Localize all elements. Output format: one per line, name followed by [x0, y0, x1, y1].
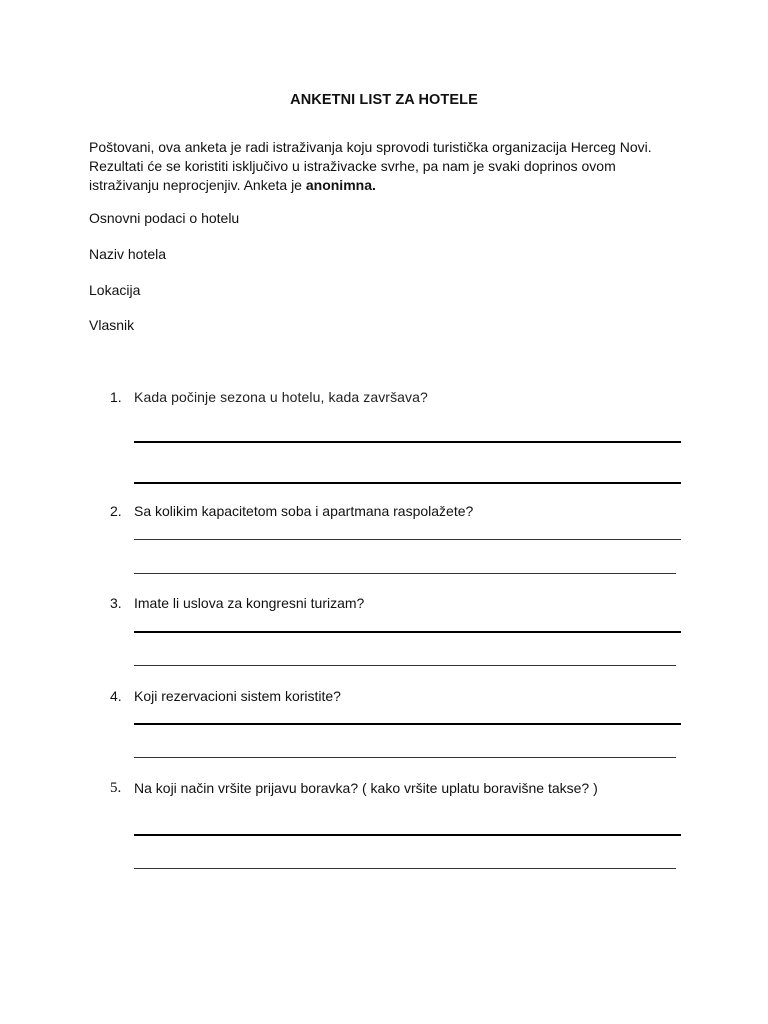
question-2: [110, 503, 473, 519]
question-number: 2.: [110, 503, 122, 519]
question-number: 4.: [110, 688, 122, 704]
answer-line[interactable]: [134, 723, 681, 725]
answer-line[interactable]: [134, 573, 676, 574]
question-text: Koji rezervacioni sistem koristite?: [134, 688, 341, 704]
answer-line[interactable]: [134, 631, 681, 633]
answer-line[interactable]: [134, 539, 681, 540]
question-text: Na koji način vršite prijavu boravka? ( kako vršite uplatu boravišne takse? ): [134, 780, 598, 796]
intro-bold-word: anonimna: [305, 177, 372, 193]
question-4: [110, 688, 341, 704]
question-number: 3.: [110, 595, 122, 611]
owner-label: Vlasnik: [89, 317, 135, 333]
question-5: [110, 780, 598, 797]
answer-line[interactable]: [134, 757, 676, 758]
intro-text: Poštovani, ova anketa je radi istraživanja koju sprovodi turistička organizacija Herceg Novi. Rezultati će se koristiti isključivo u istraživacke svrhe, pa nam je svaki doprinos ovom istraživanju neprocjenjiv. Anketa je: [89, 139, 652, 193]
question-number: 1.: [110, 389, 122, 405]
answer-line[interactable]: [134, 665, 676, 666]
question-text: Sa kolikim kapacitetom soba i apartmana raspolažete?: [134, 503, 474, 519]
page-title: ANKETNI LIST ZA HOTELE: [290, 92, 478, 108]
answer-line[interactable]: [134, 834, 681, 836]
question-3: [110, 595, 364, 611]
intro-end: .: [371, 177, 376, 193]
question-text: Imate li uslova za kongresni turizam?: [134, 595, 365, 611]
answer-line[interactable]: [134, 482, 681, 484]
answer-line[interactable]: [134, 868, 676, 869]
location-label: Lokacija: [89, 282, 141, 298]
intro-paragraph: [89, 138, 689, 195]
question-number: 5.: [110, 780, 122, 796]
basic-info-heading: Osnovni podaci o hotelu: [89, 210, 240, 226]
question-1: [110, 389, 428, 405]
hotel-name-label: Naziv hotela: [89, 246, 167, 262]
question-text: Kada počinje sezona u hotelu, kada završava?: [134, 389, 428, 405]
answer-line[interactable]: [134, 441, 681, 443]
